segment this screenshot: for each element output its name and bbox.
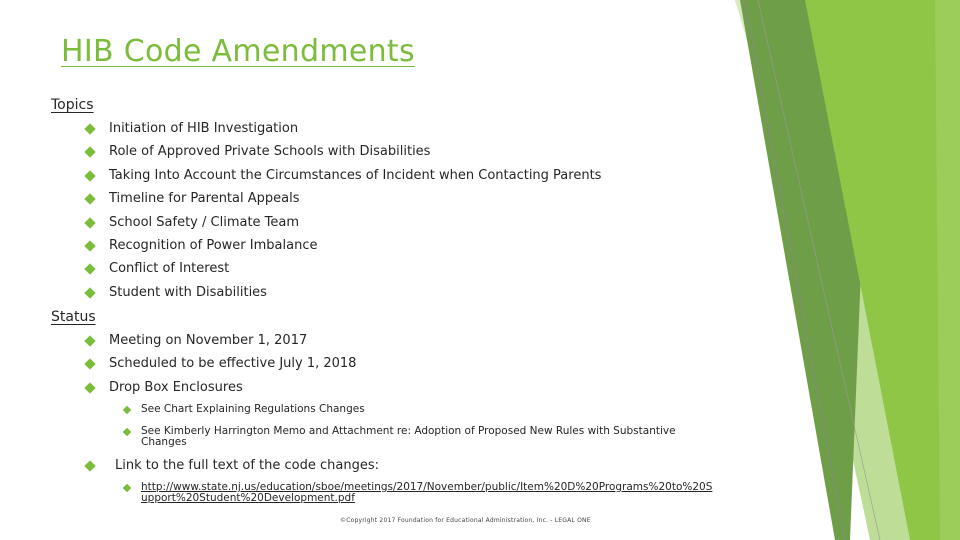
- diamond-bullet-icon: [123, 484, 131, 492]
- diamond-bullet-icon: [123, 428, 131, 436]
- drop-box-sub-item: See Chart Explaining Regulations Changes: [123, 404, 683, 415]
- slide-title: HIB Code Amendments: [61, 34, 415, 69]
- status-heading: Status: [51, 309, 96, 325]
- drop-box-sub-item: See Kimberly Harrington Memo and Attachment re: Adoption of Proposed New Rules with Substantive Changes: [123, 426, 683, 448]
- diamond-bullet-icon: [123, 406, 131, 414]
- code-changes-link[interactable]: http://www.state.nj.us/education/sboe/meetings/2017/November/public/Item%20D%20Programs%20to%20Support%20Student%20Development.pdf: [141, 481, 713, 504]
- topics-heading: Topics: [51, 97, 94, 113]
- code-changes-link-item[interactable]: [123, 482, 713, 504]
- copyright-footer: ©Copyright 2017 Foundation for Educational Administration, Inc. - LEGAL ONE: [340, 517, 591, 524]
